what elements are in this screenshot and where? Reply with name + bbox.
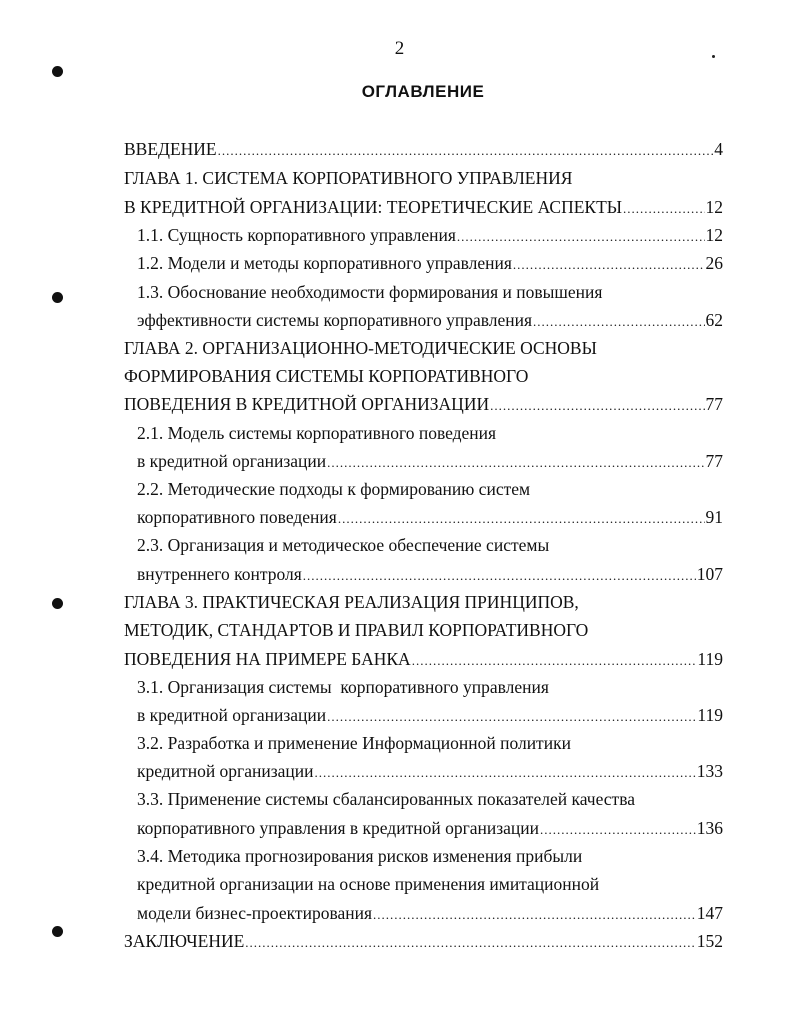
toc-entry-page: 12 — [705, 197, 723, 217]
toc-entry[interactable] — [137, 902, 723, 926]
toc-entry-page: 62 — [705, 310, 723, 330]
toc-entry-title: корпоративного управления в кредитной организации — [137, 818, 540, 838]
toc-entry-page: 26 — [705, 253, 723, 273]
toc-entry-title: внутреннего контроля — [137, 564, 302, 584]
toc-entry-title: 1.1. Сущность корпоративного управления — [137, 225, 456, 245]
toc-entry-title: кредитной организации на основе применения имитационной — [137, 874, 600, 894]
toc-leader-dots — [513, 254, 705, 276]
toc-leader-dots — [533, 311, 704, 333]
toc-entry-title: 1.2. Модели и методы корпоративного управления — [137, 253, 512, 273]
toc-entry[interactable] — [124, 365, 723, 387]
toc-entry-title: 2.2. Методические подходы к формированию систем — [137, 479, 531, 499]
toc-entry[interactable] — [137, 309, 723, 333]
toc-entry-page: 91 — [705, 507, 723, 527]
toc-entry-page: 107 — [696, 564, 723, 584]
toc-entry-title: 2.1. Модель системы корпоративного поведения — [137, 423, 497, 443]
toc-entry-title: ГЛАВА 2. ОРГАНИЗАЦИОННО-МЕТОДИЧЕСКИЕ ОСНОВЫ — [124, 338, 597, 358]
toc-entry[interactable] — [137, 450, 723, 474]
toc-entry-title: модели бизнес-проектирования — [137, 903, 373, 923]
toc-entry[interactable] — [137, 873, 723, 895]
toc-entry-title: эффективности системы корпоративного управления — [137, 310, 533, 330]
toc-entry-title: 3.4. Методика прогнозирования рисков изменения прибыли — [137, 846, 583, 866]
toc-entry[interactable] — [137, 534, 723, 556]
toc-entry-page: 4 — [714, 139, 723, 159]
toc-entry-page: 147 — [696, 903, 723, 923]
toc-leader-dots — [490, 395, 704, 417]
toc-leader-dots — [623, 198, 704, 220]
toc-entry-title: ФОРМИРОВАНИЯ СИСТЕМЫ КОРПОРАТИВНОГО — [124, 366, 529, 386]
toc-entry-title: в кредитной организации — [137, 705, 327, 725]
toc-entry[interactable] — [137, 760, 723, 784]
toc-entry[interactable] — [124, 619, 723, 641]
toc-entry-page: 152 — [696, 931, 723, 951]
toc-entry-title: ГЛАВА 1. СИСТЕМА КОРПОРАТИВНОГО УПРАВЛЕНИЯ — [124, 168, 573, 188]
toc-leader-dots — [540, 819, 696, 841]
toc-entry[interactable] — [137, 732, 723, 754]
toc-leader-dots — [327, 452, 704, 474]
toc-entry[interactable] — [137, 676, 723, 698]
toc-entry[interactable] — [137, 506, 723, 530]
toc-entry-title: 3.2. Разработка и применение Информационной политики — [137, 733, 571, 753]
toc-entry[interactable] — [124, 930, 723, 954]
toc-leader-dots — [218, 140, 714, 162]
toc-entry[interactable] — [124, 196, 723, 220]
toc-entry[interactable] — [137, 788, 723, 810]
toc-entry[interactable] — [137, 478, 723, 500]
toc-entry-title: корпоративного поведения — [137, 507, 337, 527]
toc-leader-dots — [303, 565, 696, 587]
toc-entry-title: 3.3. Применение системы сбалансированных показателей качества — [137, 789, 635, 809]
toc-leader-dots — [457, 226, 705, 248]
toc-entry[interactable] — [137, 252, 723, 276]
toc-entry-page: 119 — [697, 705, 723, 725]
toc-entry[interactable] — [137, 281, 723, 303]
toc-leader-dots — [315, 762, 696, 784]
toc-entry-title: 3.1. Организация системы корпоративного управления — [137, 677, 549, 697]
toc-entry-title: МЕТОДИК, СТАНДАРТОВ И ПРАВИЛ КОРПОРАТИВНОГО — [124, 620, 589, 640]
toc-leader-dots — [245, 932, 695, 954]
page-title: ОГЛАВЛЕНИЕ — [361, 82, 485, 101]
toc-entry-page: 12 — [705, 225, 723, 245]
toc-leader-dots — [412, 650, 697, 672]
toc-entry[interactable] — [124, 591, 723, 613]
page-number: 2 — [394, 38, 405, 59]
toc-entry-page: 77 — [705, 451, 723, 471]
toc-leader-dots — [327, 706, 696, 728]
toc-leader-dots — [338, 508, 705, 530]
toc-entry-title: ГЛАВА 3. ПРАКТИЧЕСКАЯ РЕАЛИЗАЦИЯ ПРИНЦИПОВ, — [124, 592, 579, 612]
toc-entry[interactable] — [124, 337, 723, 359]
toc-entry[interactable] — [124, 167, 723, 189]
toc-entry[interactable] — [124, 393, 723, 417]
toc-entry-title: ВВЕДЕНИЕ — [124, 139, 217, 159]
toc-entry-page: 119 — [697, 649, 723, 669]
toc-entry-title: 1.3. Обоснование необходимости формирования и повышения — [137, 282, 603, 302]
toc-entry[interactable] — [124, 138, 723, 162]
toc-entry-title: 2.3. Организация и методическое обеспечение системы — [137, 535, 550, 555]
toc-entry[interactable] — [137, 422, 723, 444]
toc-entry[interactable] — [137, 817, 723, 841]
toc-entry-page: 136 — [696, 818, 723, 838]
toc-entry[interactable] — [124, 648, 723, 672]
toc-entry-title: кредитной организации — [137, 761, 314, 781]
toc-entry-title: ЗАКЛЮЧЕНИЕ — [124, 931, 245, 951]
toc-entry[interactable] — [137, 845, 723, 867]
toc-entry-title: ПОВЕДЕНИЯ В КРЕДИТНОЙ ОРГАНИЗАЦИИ — [124, 394, 490, 414]
toc-entry-title: ПОВЕДЕНИЯ НА ПРИМЕРЕ БАНКА — [124, 649, 411, 669]
toc-entry-page: 133 — [696, 761, 723, 781]
toc-entry-page: 77 — [705, 394, 723, 414]
toc-entry[interactable] — [137, 563, 723, 587]
toc-leader-dots — [373, 904, 696, 926]
toc-entry-title: В КРЕДИТНОЙ ОРГАНИЗАЦИИ: ТЕОРЕТИЧЕСКИЕ АСПЕКТЫ — [124, 197, 623, 217]
toc-entry[interactable] — [137, 224, 723, 248]
toc-entry[interactable] — [137, 704, 723, 728]
toc-entry-title: в кредитной организации — [137, 451, 327, 471]
